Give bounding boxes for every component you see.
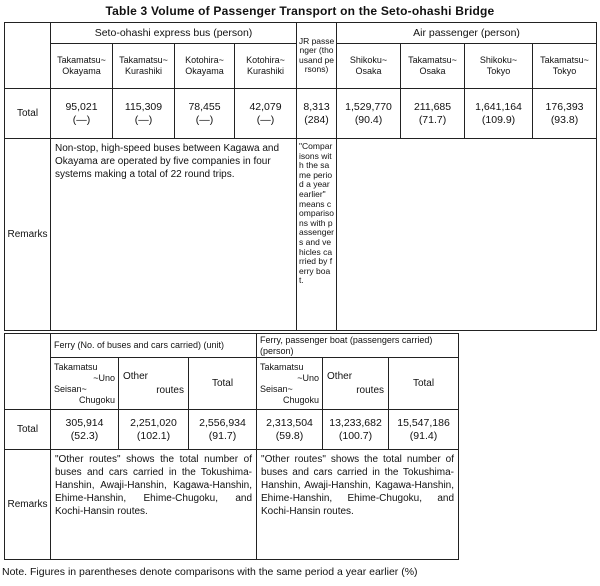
value-cell: 95,021 (—) <box>51 89 113 139</box>
corner-cell <box>5 23 51 89</box>
value-cell: 115,309 (—) <box>113 89 175 139</box>
remark-bus: Non-stop, high-speed buses between Kagawa and Okayama are operated by five companies in four systems making a total of 22 round trips. <box>51 139 297 331</box>
ferry-table <box>4 333 459 560</box>
col-header-other: Other routes <box>119 358 189 410</box>
col-header-8: Takamatsu~ Tokyo <box>533 44 597 89</box>
col-header-5: Shikoku~ Osaka <box>337 44 401 89</box>
col-header-total: Total <box>189 358 257 410</box>
col-header-total: Total <box>389 358 459 410</box>
bus-jr-air-table <box>4 22 597 331</box>
value-cell: 8,313 (284) <box>297 89 337 139</box>
air-group-header: Air passenger (person) <box>337 23 597 44</box>
value-cell: 13,233,682 (100.7) <box>323 410 389 450</box>
row-label-total: Total <box>5 410 51 450</box>
col-header-route: Takamatsu ~Uno Seisan~ Chugoku <box>51 358 119 410</box>
remark-jr: "Comparisons with the same period a year earlier" means comparisons with passengers and vehicles carried by ferry boat. <box>297 139 337 331</box>
value-cell: 2,556,934 (91.7) <box>189 410 257 450</box>
remark-boat: "Other routes" shows the total number of buses and cars carried in the Tokushima-Hanshin, Awaji-Hanshin, Kagawa-Hanshin, Ehime-Hanshin, Ehime-Chugoku, and Kochi-Hansin routes. <box>257 450 459 560</box>
boat-group-header: Ferry, passenger boat (passengers carried) (person) <box>257 334 459 358</box>
jr-group-header: JR passenger (thousand persons) <box>297 23 337 89</box>
col-header-route: Takamatsu ~Uno Seisan~ Chugoku <box>257 358 323 410</box>
value-cell: 305,914 (52.3) <box>51 410 119 450</box>
value-cell: 1,641,164 (109.9) <box>465 89 533 139</box>
col-header-1: Takamatsu~ Okayama <box>51 44 113 89</box>
col-header-other: Other routes <box>323 358 389 410</box>
value-cell: 78,455 (—) <box>175 89 235 139</box>
value-cell: 211,685 (71.7) <box>401 89 465 139</box>
table-title: Table 3 Volume of Passenger Transport on the Seto-ohashi Bridge <box>105 4 495 18</box>
col-header-6: Takamatsu~ Osaka <box>401 44 465 89</box>
value-cell: 15,547,186 (91.4) <box>389 410 459 450</box>
value-cell: 176,393 (93.8) <box>533 89 597 139</box>
row-label-total: Total <box>5 89 51 139</box>
bus-group-header: Seto-ohashi express bus (person) <box>51 23 297 44</box>
remark-ferry: "Other routes" shows the total number of buses and cars carried in the Tokushima-Hanshin, Awaji-Hanshin, Kagawa-Hanshin, Ehime-Hanshin, Ehime-Chugoku, and Kochi-Hansin routes. <box>51 450 257 560</box>
row-label-remarks: Remarks <box>5 139 51 331</box>
col-header-3: Kotohira~ Okayama <box>175 44 235 89</box>
value-cell: 2,251,020 (102.1) <box>119 410 189 450</box>
value-cell: 1,529,770 (90.4) <box>337 89 401 139</box>
value-cell: 42,079 (—) <box>235 89 297 139</box>
col-header-4: Kotohira~ Kurashiki <box>235 44 297 89</box>
ferry-group-header: Ferry (No. of buses and cars carried) (unit) <box>51 334 257 358</box>
col-header-7: Shikoku~ Tokyo <box>465 44 533 89</box>
row-label-remarks: Remarks <box>5 450 51 560</box>
footnote: Note. Figures in parentheses denote comparisons with the same period a year earlier (%) <box>2 566 418 578</box>
col-header-2: Takamatsu~ Kurashiki <box>113 44 175 89</box>
corner-cell <box>5 334 51 410</box>
remark-air-empty <box>337 139 597 331</box>
value-cell: 2,313,504 (59.8) <box>257 410 323 450</box>
